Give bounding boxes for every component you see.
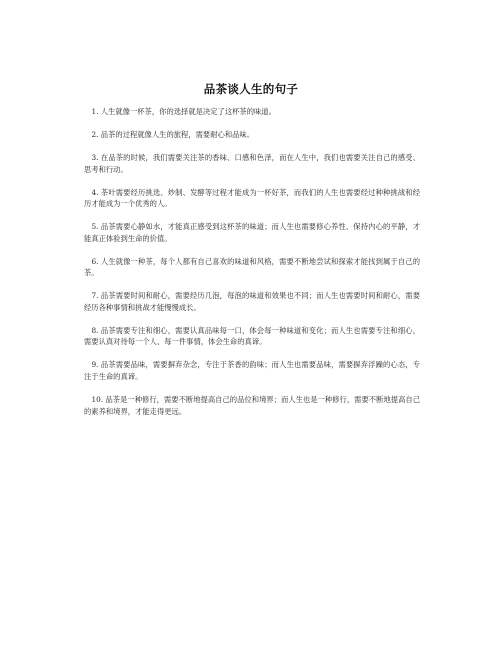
paragraph-9: 9. 品茶需要品味，需要摒弃杂念，专注于茶香的韵味；而人生也需要品味，需要摒弃浮躁的心态，专注于生命的真谛。 xyxy=(84,360,420,382)
paragraph-5: 5. 品茶需要心静如水，才能真正感受到这杯茶的味道；而人生也需要修心养性、保持内心的平静，才能真正体验到生命的价值。 xyxy=(84,222,420,243)
paragraph-1: 1. 人生就像一杯茶，你的选择就是决定了这杯茶的味道。 xyxy=(91,107,276,116)
paragraph-6: 6. 人生就像一种茶，每个人都有自己喜欢的味道和风格，需要不断地尝试和探索才能找到属于自己的茶。 xyxy=(84,256,420,278)
paragraph-7: 7. 品茶需要时间和耐心，需要经历几泡，每泡的味道和效果也不同；而人生也需要时间和耐心，需要经历各种事情和挑战才能慢慢成长。 xyxy=(84,291,420,312)
document-title: 品茶谈人生的句子 xyxy=(203,82,299,96)
paragraph-3: 3. 在品茶的时候，我们需要关注茶的香味、口感和色泽，而在人生中，我们也需要关注自己的感受、思考和行动。 xyxy=(84,152,420,174)
paragraph-10: 10. 品茶是一种修行，需要不断地提高自己的品位和境界；而人生也是一种修行，需要不断地提高自己的素养和境界，才能走得更远。 xyxy=(84,395,420,416)
document-body xyxy=(84,106,420,429)
paragraph-2: 2. 品茶的过程就像人生的旅程，需要耐心和品味。 xyxy=(91,129,255,139)
paragraph-4: 4. 茶叶需要经历挑选、炒制、发酵等过程才能成为一杯好茶，而我们的人生也需要经过种种挑战和经历才能成为一个优秀的人。 xyxy=(84,187,420,209)
paragraph-8: 8. 品茶需要专注和细心，需要认真品味每一口，体会每一种味道和变化；而人生也需要专注和细心，需要认真对待每一个人、每一件事情，体会生命的真谛。 xyxy=(84,325,420,347)
